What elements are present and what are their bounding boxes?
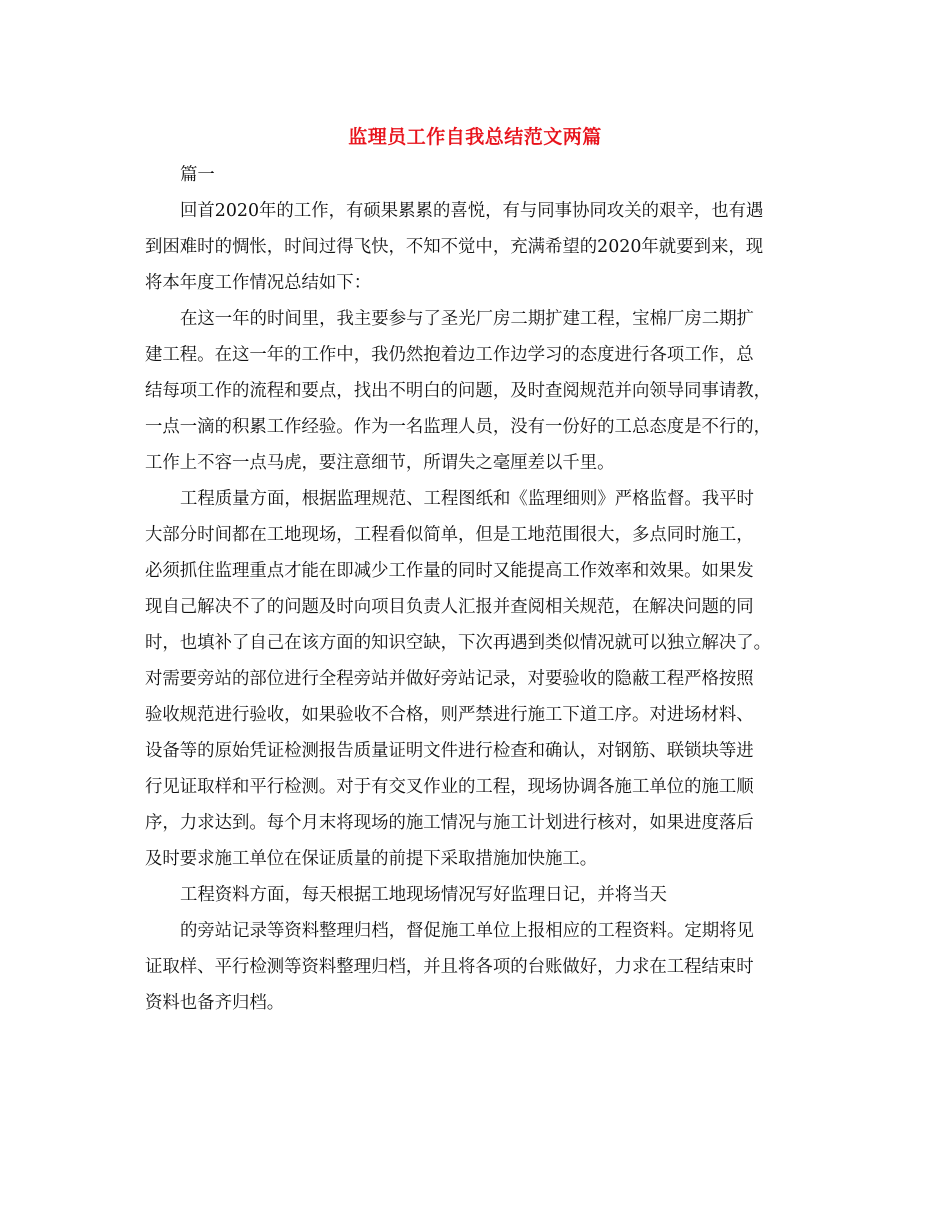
section-label: 篇一 (180, 165, 215, 185)
paragraph-4 (145, 877, 805, 913)
paragraph-line: 到困难时的惆怅，时间过得飞快，不知不觉中，充满希望的2020年就要到来，现 (145, 237, 764, 257)
paragraph-3 (145, 481, 805, 877)
document-body (145, 157, 805, 1021)
paragraph-line: 大部分时间都在工地现场，工程看似简单，但是工地范围很大，多点同时施工， (145, 525, 754, 545)
paragraph-line: 工作上不容一点马虎，要注意细节，所谓失之毫厘差以千里。 (145, 453, 615, 473)
paragraph-line: 结每项工作的流程和要点，找出不明白的问题，及时查阅规范并向领导同事请教， (145, 381, 772, 401)
paragraph-line: 一点一滴的积累工作经验。作为一名监理人员，没有一份好的工总态度是不行的， (145, 417, 772, 437)
paragraph-5 (145, 913, 805, 1021)
paragraph-line: 序，力求达到。每个月末将现场的施工情况与施工计划进行核对，如果进度落后 (145, 813, 754, 833)
paragraph-line: 建工程。在这一年的工作中，我仍然抱着边工作边学习的态度进行各项工作，总 (145, 345, 754, 365)
paragraph-line: 工程质量方面，根据监理规范、工程图纸和《监理细则》严格监督。我平时 (180, 489, 754, 509)
paragraph-1 (145, 193, 805, 301)
paragraph-line: 设备等的原始凭证检测报告质量证明文件进行检查和确认，对钢筋、联锁块等进 (145, 741, 754, 761)
paragraph-line: 必须抓住监理重点才能在即减少工作量的同时又能提高工作效率和效果。如果发 (145, 561, 754, 581)
paragraph-line: 行见证取样和平行检测。对于有交叉作业的工程，现场协调各施工单位的施工顺 (145, 777, 754, 797)
paragraph-line: 资料也备齐归档。 (145, 993, 285, 1013)
paragraph-line: 及时要求施工单位在保证质量的前提下采取措施加快施工。 (145, 849, 598, 869)
paragraph-line: 证取样、平行检测等资料整理归档，并且将各项的台账做好，力求在工程结束时 (145, 957, 754, 977)
paragraph-line: 的旁站记录等资料整理归档，督促施工单位上报相应的工程资料。定期将见 (180, 921, 754, 941)
paragraph-line: 现自己解决不了的问题及时向项目负责人汇报并查阅相关规范，在解决问题的同 (145, 597, 754, 617)
paragraph-line: 时，也填补了自己在该方面的知识空缺，下次再遇到类似情况就可以独立解决了。 (145, 633, 772, 653)
paragraph-line: 工程资料方面，每天根据工地现场情况写好监理日记，并将当天 (180, 885, 667, 905)
paragraph-line: 验收规范进行验收，如果验收不合格，则严禁进行施工下道工序。对进场材料、 (145, 705, 754, 725)
paragraph-line: 将本年度工作情况总结如下： (145, 273, 372, 293)
paragraph-line: 在这一年的时间里，我主要参与了圣光厂房二期扩建工程，宝棉厂房二期扩 (180, 309, 754, 329)
paragraph-line: 回首2020年的工作，有硕果累累的喜悦，有与同事协同攻关的艰辛，也有遇 (180, 201, 764, 221)
paragraph-line: 对需要旁站的部位进行全程旁站并做好旁站记录，对要验收的隐蔽工程严格按照 (145, 669, 754, 689)
paragraph-2 (145, 301, 805, 481)
document-title: 监理员工作自我总结范文两篇 (348, 126, 602, 148)
